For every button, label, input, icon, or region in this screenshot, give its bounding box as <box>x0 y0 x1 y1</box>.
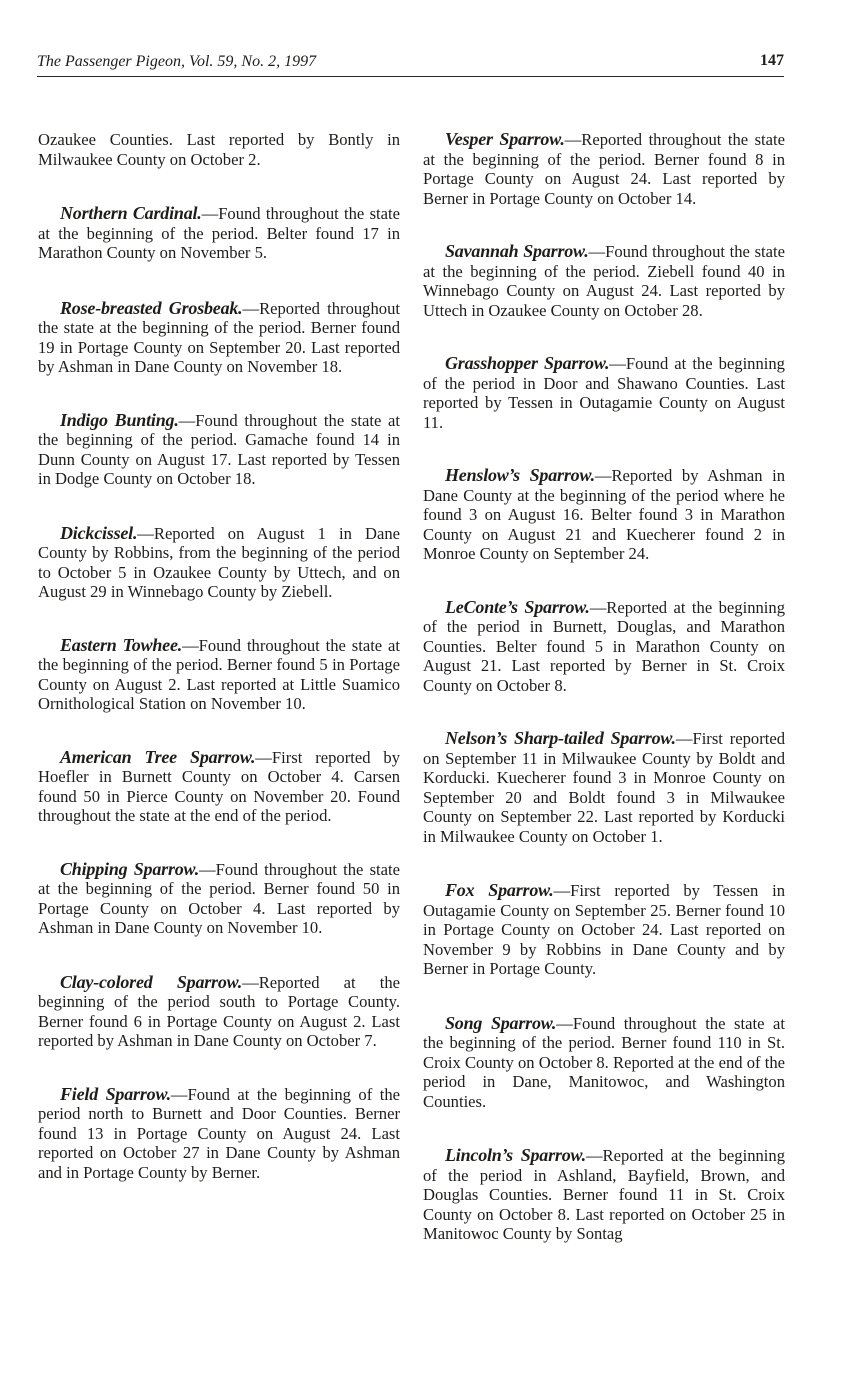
species-entry <box>38 524 400 602</box>
species-name: Eastern Towhee. <box>60 634 183 655</box>
entry-text: —Reported at the beginning of the period in Burnett, Douglas, and Marathon Counties. Belter found 5 in Marathon County on August 21. Last reported by Berner in St. Croix County on October 8. <box>423 597 785 695</box>
species-entry <box>38 636 400 714</box>
species-name: Nelson’s Sharp-tailed Sparrow. <box>445 728 676 748</box>
species-entry <box>423 130 785 208</box>
species-name: Indigo Bunting. <box>60 409 179 430</box>
species-entry <box>38 973 400 1051</box>
continuation-paragraph: Ozaukee Counties. Last reported by Bontly in Milwaukee County on October 2. <box>38 130 400 169</box>
species-name: Rose-breasted Grosbeak. <box>60 297 243 318</box>
entry-text: —First reported by Hoefler in Burnett County on October 4. Carsen found 50 in Pierce County on November 20. Found throughout the state at the end of the period. <box>38 747 400 825</box>
species-entry <box>423 598 785 696</box>
entry-text: —Reported throughout the state at the beginning of the period. Berner found 8 in Portage County on August 24. Last reported by Berner in Portage County on October 14. <box>423 130 786 208</box>
species-entry <box>423 1146 785 1244</box>
species-entry <box>423 881 785 979</box>
entry-text: —Reported throughout the state at the beginning of the period. Berner found 19 in Portage County on September 20. Last reported by Ashman in Dane County on November 18. <box>38 298 400 376</box>
entry-text: —Found throughout the state at the beginning of the period. Ziebell found 40 in Winnebago County on August 24. Last reported by Uttech in Ozaukee County on October 28. <box>423 242 785 320</box>
species-name: Lincoln’s Sparrow. <box>445 1145 586 1165</box>
species-entry <box>423 729 785 846</box>
species-name: Song Sparrow. <box>445 1012 557 1033</box>
entry-text: —Found throughout the state at the beginning of the period. Berner found 110 in St. Croix County on October 8. Reported at the end of the period in Dane, Manitowoc, and Washington Counties. <box>423 1013 786 1111</box>
entry-text: —Reported on August 1 in Dane County by Robbins, from the beginning of the period to October 5 in Ozaukee County by Uttech, and on August 29 in Winnebago County by Ziebell. <box>38 523 400 601</box>
left-column <box>38 130 400 1182</box>
species-name: Chipping Sparrow. <box>60 858 199 879</box>
species-entry <box>38 748 400 826</box>
page-number: 147 <box>760 52 784 69</box>
entry-text: —First reported on September 11 in Milwaukee County by Boldt and Korducki. Kuecherer found 3 in Monroe County on September 20 and Boldt found 3 in Milwaukee County on September 22. Last reported by Korducki in Milwaukee County on October 1. <box>423 729 785 846</box>
species-name: Savannah Sparrow. <box>445 241 589 261</box>
species-name: Field Sparrow. <box>60 1083 171 1104</box>
species-entry <box>38 299 400 377</box>
entry-text: —Found at the beginning of the period north to Burnett and Door Counties. Berner found 13 in Portage County on August 24. Last reported on October 27 in Dane County by Ashman and in Portage County by Berner. <box>38 1084 400 1182</box>
species-entry <box>38 1085 400 1183</box>
species-name: Fox Sparrow. <box>445 880 554 900</box>
species-name: Henslow’s Sparrow. <box>445 465 595 485</box>
entry-text: —Reported at the beginning of the period in Ashland, Bayfield, Brown, and Douglas Counties. Berner found 11 in St. Croix County on October 8. Last reported on October 25 in Manitowoc County by Sontag <box>423 1146 785 1243</box>
species-name: Northern Cardinal. <box>60 203 202 223</box>
entry-text: —Found throughout the state at the beginning of the period. Berner found 50 in Portage County on October 4. Last reported by Ashman in Dane County on November 10. <box>38 859 400 937</box>
species-entry <box>423 242 785 320</box>
species-entry <box>423 466 785 564</box>
species-entry <box>38 860 400 938</box>
entry-text: —Found throughout the state at the beginning of the period. Berner found 5 in Portage County on August 2. Last reported at Little Suamico Ornithological Station on November 10. <box>38 635 400 713</box>
entry-text: —Found throughout the state at the beginning of the period. Belter found 17 in Marathon County on November 5. <box>38 204 400 262</box>
right-column <box>423 130 785 1244</box>
entry-text: —Found throughout the state at the beginning of the period. Gamache found 14 in Dunn County on August 17. Last reported by Tessen in Dodge County on October 18. <box>38 410 400 488</box>
species-name: Clay-colored Sparrow. <box>60 971 243 992</box>
species-entry <box>423 1014 785 1112</box>
species-name: Grasshopper Sparrow. <box>445 353 610 373</box>
species-name: Dickcissel. <box>60 522 138 543</box>
species-name: American Tree Sparrow. <box>60 746 256 767</box>
entry-text: —Reported by Ashman in Dane County at the beginning of the period where he found 3 on August 16. Belter found 3 in Marathon County on August 21 and Kuecherer found 2 in Monroe County on September 24. <box>423 466 785 563</box>
entry-text: —Reported at the beginning of the period south to Portage County. Berner found 6 in Portage County on August 2. Last reported by Ashman in Dane County on October 7. <box>38 972 400 1050</box>
species-entry <box>423 354 785 432</box>
species-name: Vesper Sparrow. <box>445 129 565 149</box>
species-name: LeConte’s Sparrow. <box>445 596 590 617</box>
running-head: The Passenger Pigeon, Vol. 59, No. 2, 1997 <box>37 53 317 70</box>
entry-text: —First reported by Tessen in Outagamie County on September 25. Berner found 10 in Portage County on October 24. Last reported on November 9 by Robbins in Dane County and by Berner in Portage County. <box>423 881 786 978</box>
species-entry <box>38 411 400 489</box>
page-header <box>37 52 784 77</box>
species-entry <box>38 204 400 263</box>
entry-text: —Found at the beginning of the period in Door and Shawano Counties. Last reported by Tessen in Outagamie County on August 11. <box>423 354 785 432</box>
